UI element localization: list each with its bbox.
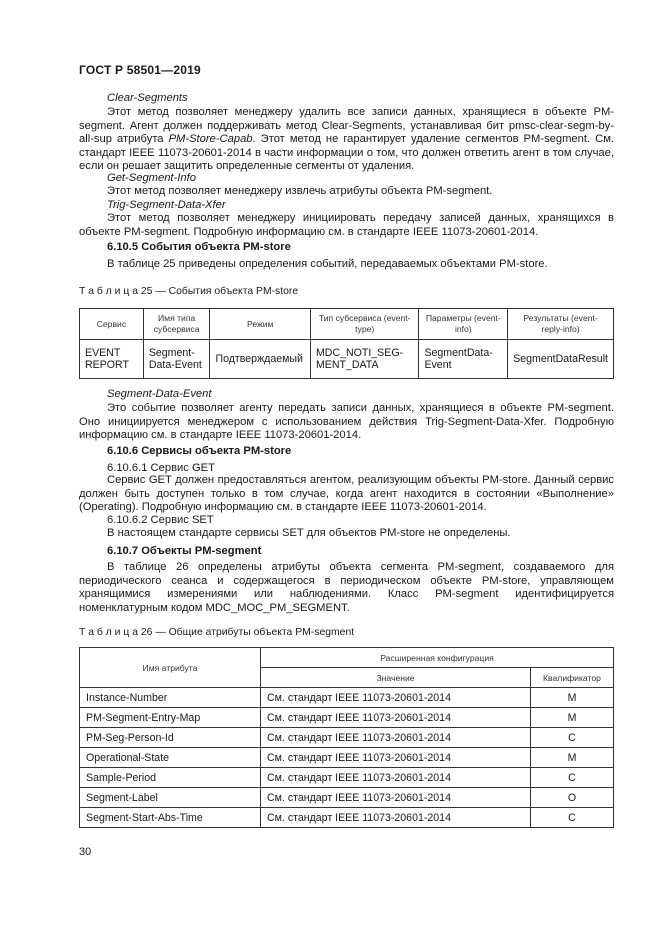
col-header: Сервис <box>80 309 144 340</box>
col-header: Результаты (event-reply-info) <box>508 309 614 340</box>
table-cell: См. стандарт IEEE 11073-20601-2014 <box>261 728 531 748</box>
table-row <box>80 688 614 708</box>
get-segment-info-text: Этот метод позволяет менеджеру извлечь атрибуты объекта PM-segment. <box>107 185 493 197</box>
section-6-10-6-heading: 6.10.6 Сервисы объекта PM-store <box>107 445 292 457</box>
table-cell: M <box>531 688 614 708</box>
table-row <box>80 788 614 808</box>
table-row <box>80 708 614 728</box>
table-cell: SegmentData-Event <box>419 340 508 379</box>
table-cell: M <box>531 708 614 728</box>
event-name-segment-data-event: Segment-Data-Event <box>107 388 212 400</box>
table-cell: Sample-Period <box>80 768 261 788</box>
table-cell: MDC_NOTI_SEG-MENT_DATA <box>310 340 418 379</box>
table-cell: См. стандарт IEEE 11073-20601-2014 <box>261 688 531 708</box>
segment-data-event-text: Это событие позволяет агенту передать записи данных, хранящиеся в объекте PM-segment. Оно инициируется менеджером с использованием действия Trig-Segment-Data-Xfer. Подробную информацию см. в стандарте IEEE 11073-20601-2014. <box>79 402 614 442</box>
col-header-ext: Расширенная конфигурация <box>261 648 614 668</box>
table-cell: См. стандарт IEEE 11073-20601-2014 <box>261 788 531 808</box>
table-cell: PM-Segment-Entry-Map <box>80 708 261 728</box>
document-header: ГОСТ Р 58501—2019 <box>79 63 201 77</box>
table-cell: PM-Seg-Person-Id <box>80 728 261 748</box>
table-cell: См. стандарт IEEE 11073-20601-2014 <box>261 808 531 828</box>
table-row <box>80 768 614 788</box>
col-header: Режим <box>210 309 311 340</box>
table-header-row <box>80 648 614 668</box>
section-6-10-5-text: В таблице 25 приведены определения событий, передаваемых объектами PM-store. <box>107 258 548 270</box>
col-header: Параметры (event-info) <box>419 309 508 340</box>
col-header: Тип субсервиса (event-type) <box>310 309 418 340</box>
section-6-10-6-1-text: Сервис GET должен предоставляться агентом, реализующим объекты PM-store. Данный сервис должен быть доступен только в том случае, когда агент находится в состоянии «Выполнение» (Operating). Подробную информацию см. в стандарте IEEE 11073-20601-2014. <box>79 474 614 514</box>
table-cell: O <box>531 788 614 808</box>
table-cell: C <box>531 768 614 788</box>
method-name-get-segment-info: Get-Segment-Info <box>107 172 196 184</box>
page-number: 30 <box>79 846 92 858</box>
table-25 <box>79 308 614 379</box>
table-row <box>80 728 614 748</box>
clear-segments-text: Этот метод позволяет менеджеру удалить все записи данных, хранящиеся в объекте PM-segment. Агент должен поддерживать метод Clear-Segments, устанавливая бит pmsc-clear-segm-by-all-sup атрибута PM-Store-Capab. Этот метод не гарантирует удаление сегментов PM-segment. См. стандарт IEEE 11073-20601-2014 в части информации о том, что должен ответить агент в том случае, если он решает защитить определенные сегменты от удаления. <box>79 106 614 173</box>
method-name-clear-segments: Clear-Segments <box>107 92 188 104</box>
table-cell: C <box>531 728 614 748</box>
section-6-10-7-heading: 6.10.7 Объекты PM-segment <box>107 545 262 557</box>
col-header-value: Значение <box>261 668 531 688</box>
section-6-10-7-text: В таблице 26 определены атрибуты объекта сегмента PM-segment, создаваемого для периодического сеанса и содержащегося в периодическом объекте PM-store, управляющем хранящимися измерениями или наблюдениями. Класс PM-segment идентифицируется номенклатурным кодом MDC_MOC_PM_SEGMENT. <box>79 561 614 614</box>
table-cell: Segment-Data-Event <box>143 340 210 379</box>
table-row <box>80 808 614 828</box>
method-name-trig-segment: Trig-Segment-Data-Xfer <box>107 199 226 211</box>
table-26-caption: Т а б л и ц а 26 — Общие атрибуты объекта PM-segment <box>79 627 355 638</box>
table-cell: M <box>531 748 614 768</box>
section-6-10-6-2-text: В настоящем стандарте сервисы SET для объектов PM-store не определены. <box>107 527 511 539</box>
table-25-caption: Т а б л и ц а 25 — События объекта PM-store <box>79 286 299 297</box>
table-cell: C <box>531 808 614 828</box>
table-cell: EVENT REPORT <box>80 340 144 379</box>
table-cell: См. стандарт IEEE 11073-20601-2014 <box>261 768 531 788</box>
table-cell: См. стандарт IEEE 11073-20601-2014 <box>261 748 531 768</box>
table-row <box>80 748 614 768</box>
table-26 <box>79 647 614 828</box>
section-6-10-5-heading: 6.10.5 События объекта PM-store <box>107 241 291 253</box>
table-cell: Instance-Number <box>80 688 261 708</box>
trig-segment-text: Этот метод позволяет менеджеру инициировать передачу записей данных, хранящихся в объекте PM-segment. Подробную информацию см. в стандарте IEEE 11073-20601-2014. <box>79 212 614 238</box>
table-cell: Segment-Start-Abs-Time <box>80 808 261 828</box>
table-cell: См. стандарт IEEE 11073-20601-2014 <box>261 708 531 728</box>
table-cell: Operational-State <box>80 748 261 768</box>
col-header: Имя типа субсервиса <box>143 309 210 340</box>
section-6-10-6-2-heading: 6.10.6.2 Сервис SET <box>107 514 214 526</box>
col-header-name: Имя атрибута <box>80 648 261 688</box>
col-header-qualifier: Квалификатор <box>531 668 614 688</box>
table-cell: SegmentDataResult <box>508 340 614 379</box>
table-row <box>80 340 614 379</box>
table-cell: Segment-Label <box>80 788 261 808</box>
section-6-10-6-1-heading: 6.10.6.1 Сервис GET <box>107 462 215 474</box>
table-header-row <box>80 309 614 340</box>
table-cell: Подтверждаемый <box>210 340 311 379</box>
